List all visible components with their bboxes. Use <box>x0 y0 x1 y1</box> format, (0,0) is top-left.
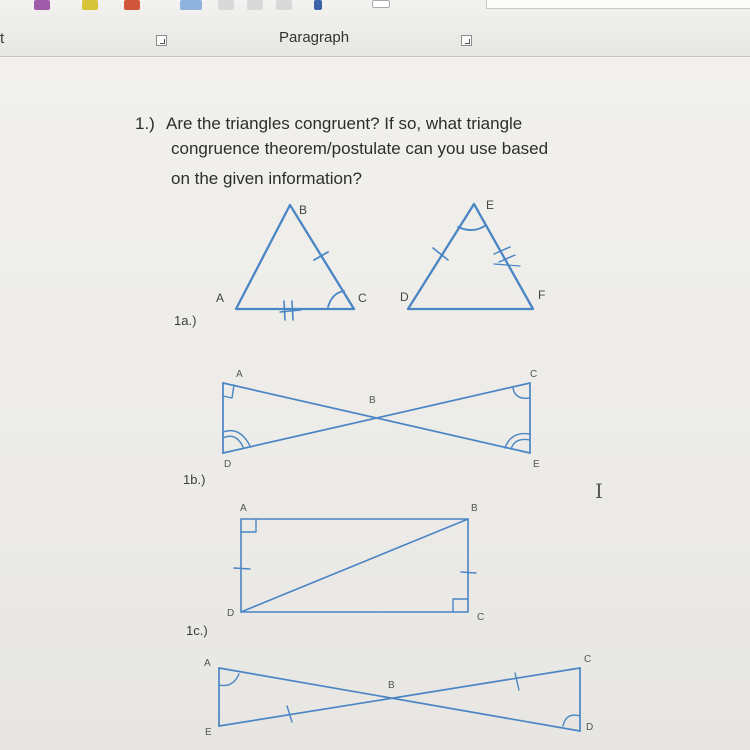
vertex-label-1d-a: A <box>204 658 211 669</box>
i-beam-cursor-icon: I <box>595 479 603 503</box>
vertex-label-1b-b: B <box>369 395 376 406</box>
font-group-label: t <box>0 30 5 47</box>
vertex-label-1a-b: B <box>299 203 308 217</box>
part-1a-label: 1a.) <box>174 313 197 328</box>
paragraph-group-label: Paragraph <box>279 29 350 46</box>
part-1c-label: 1c.) <box>186 623 208 638</box>
vertex-label-1c-b: B <box>471 503 478 514</box>
question-text-line-1: Are the triangles congruent? If so, what triangle <box>166 114 523 133</box>
vertex-label-1d-c: C <box>584 654 592 665</box>
vertex-label-1a-d: D <box>400 290 409 304</box>
part-1b-label: 1b.) <box>183 472 206 487</box>
figure-1d <box>219 668 580 731</box>
figure-1b <box>223 383 530 453</box>
vertex-label-1c-a: A <box>240 503 247 514</box>
vertex-label-1c-d: D <box>227 608 235 619</box>
triangle-abc <box>236 205 354 320</box>
vertex-label-1c-c: C <box>477 612 485 623</box>
vertex-label-1b-a: A <box>236 369 243 380</box>
vertex-label-1a-a: A <box>216 291 225 305</box>
vertex-label-1b-c: C <box>530 369 538 380</box>
figure-1c <box>234 519 476 612</box>
vertex-label-1a-f: F <box>538 288 546 302</box>
question-text-line-3: on the given information? <box>171 169 362 188</box>
question-number: 1.) <box>135 114 155 133</box>
vertex-label-1d-e: E <box>205 727 212 738</box>
triangle-def <box>408 204 533 309</box>
vertex-label-1b-d: D <box>224 459 232 470</box>
question-text-line-2: congruence theorem/postulate can you use based <box>171 139 549 158</box>
vertex-label-1d-d: D <box>586 722 594 733</box>
vertex-label-1a-e: E <box>486 198 495 212</box>
vertex-label-1d-b: B <box>388 680 395 691</box>
vertex-label-1b-e: E <box>533 459 540 470</box>
vertex-label-1a-c: C <box>358 291 367 305</box>
vertex-labels <box>204 198 593 738</box>
